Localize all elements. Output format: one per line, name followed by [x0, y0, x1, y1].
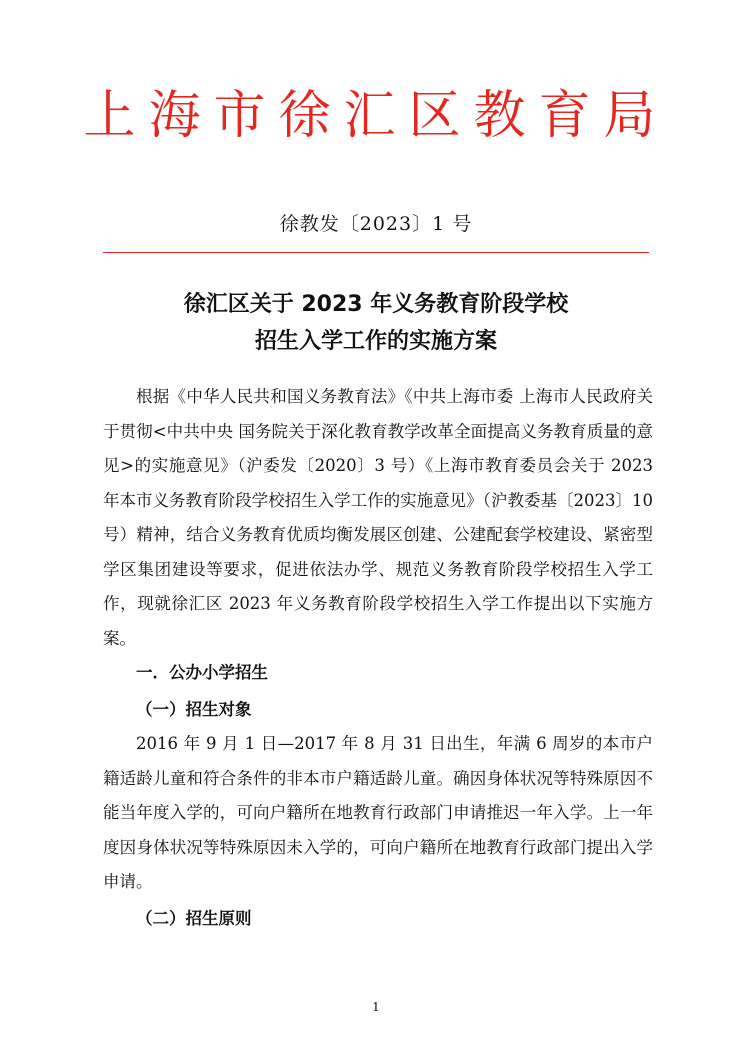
document-title — [0, 286, 752, 360]
masthead-title: 上海市徐汇区教育局 — [83, 86, 669, 146]
section-heading-1: 一．公办小学招生 — [136, 663, 268, 682]
title-line-2: 招生入学工作的实施方案 — [254, 329, 497, 354]
document-body — [103, 380, 653, 936]
page-number: 1 — [372, 1000, 380, 1014]
subsection-heading-2: （二）招生原则 — [136, 908, 252, 928]
title-line-1: 徐汇区关于 2023 年义务教育阶段学校 — [183, 292, 569, 317]
subsection-heading-1: （一）招生对象 — [136, 699, 252, 719]
intro-paragraph: 根据《中华人民共和国义务教育法》《中共上海市委 上海市人民政府关于贯彻<中共中央 国务院关于深化教育教学改革全面提高义务教育质量的意见>的实施意见》（沪委发〔2020〕3 号）《上海市教育委员会关于 2023 年本市义务教育阶段学校招生入学工作的实施意见》（沪教委基〔2023〕10 号）精神，结合义务教育优质均衡发展区创建、公建配套学校建设、紧密型学区集团建设等要求，促进依法办学、规范义务教育阶段学校招生入学工作，现就徐汇区 2023 年义务教育阶段学校招生入学工作提出以下实施方案。 — [103, 387, 653, 648]
red-divider-line — [103, 252, 649, 253]
subsection-paragraph-1: 2016 年 9 月 1 日—2017 年 8 月 31 日出生，年满 6 周岁的本市户籍适龄儿童和符合条件的非本市户籍适龄儿童。确因身体状况等特殊原因不能当年度入学的，可向户籍所在地教育行政部门申请推迟一年入学。上一年度因身体状况等特殊原因未入学的，可向户籍所在地教育行政部门提出入学申请。 — [103, 734, 653, 891]
document-number: 徐教发〔2023〕1 号 — [279, 213, 473, 235]
